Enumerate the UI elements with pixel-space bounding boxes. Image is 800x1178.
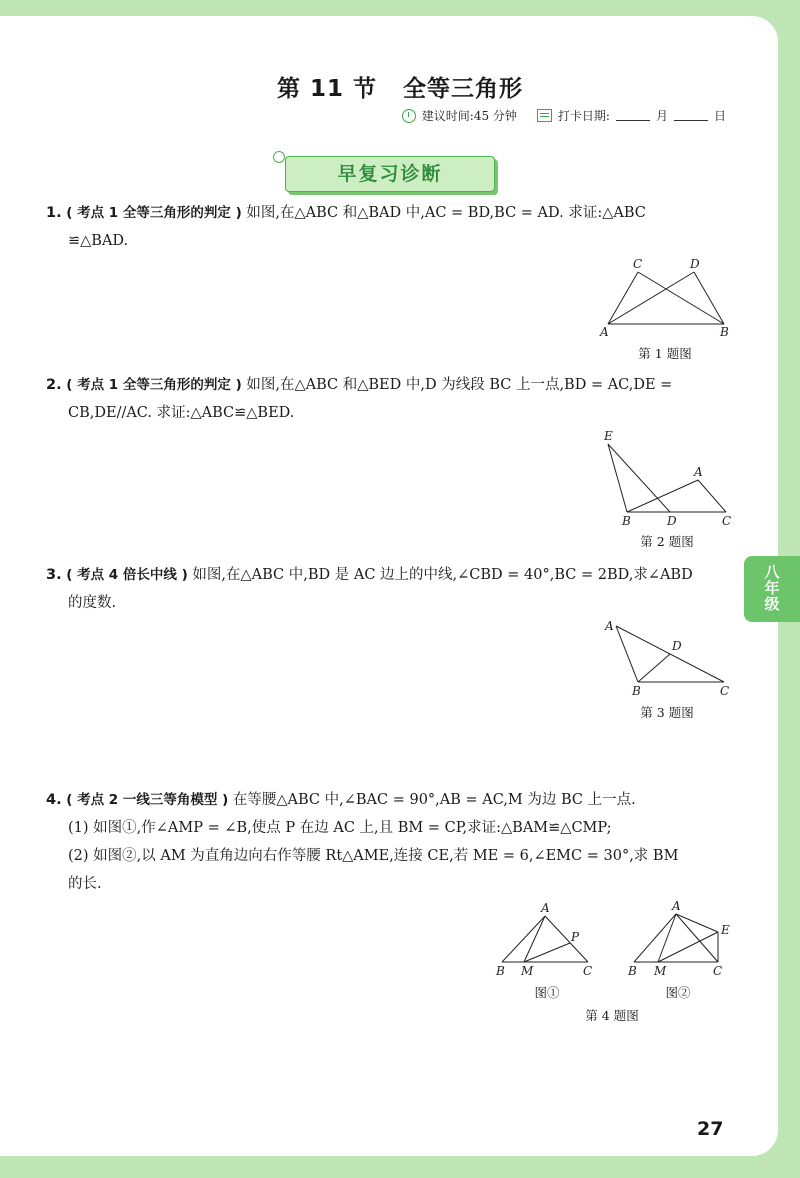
segment-ac <box>676 914 718 962</box>
figure-4-2-caption: 图② <box>665 985 691 1000</box>
question-part-2-cont: 的长. <box>68 876 102 892</box>
question-text-cont: 的度数. <box>68 595 117 611</box>
figure-1-svg <box>598 254 738 340</box>
question-number: 3. <box>46 567 62 583</box>
label-c: C <box>583 964 593 978</box>
label-d: D <box>667 514 677 528</box>
question-number: 2. <box>46 377 62 393</box>
figure-1 <box>598 254 738 340</box>
figure-4-1-svg <box>492 898 602 980</box>
page-title: 第 11 节 全等三角形 <box>276 76 524 102</box>
label-d: D <box>690 257 700 271</box>
label-b: B <box>622 514 631 528</box>
month-blank[interactable] <box>616 110 650 121</box>
label-b: B <box>628 964 637 978</box>
date-label: 打卡日期: <box>557 109 610 123</box>
label-a: A <box>605 619 614 633</box>
figure-3-caption: 第 3 题图 <box>640 705 694 720</box>
question-text: 如图,在△ABC 和△BED 中,D 为线段 BC 上一点,BD = AC,DE = <box>241 377 673 393</box>
figure-2-svg <box>600 428 740 530</box>
figure-4-1-caption: 图① <box>534 985 560 1000</box>
topic-tag: ( 考点 2 一线三等角模型 ) <box>66 792 229 808</box>
meta-info <box>402 107 726 124</box>
label-e: E <box>604 429 613 443</box>
topic-tag: ( 考点 1 全等三角形的判定 ) <box>66 377 242 393</box>
figure-4-1 <box>492 898 602 980</box>
banner-ring-icon <box>273 151 285 163</box>
figure-2 <box>600 428 740 530</box>
segment-bd <box>694 272 724 324</box>
day-label: 日 <box>713 109 726 123</box>
calendar-icon <box>537 109 552 122</box>
page-number: 27 <box>697 1118 724 1140</box>
label-c: C <box>722 514 732 528</box>
figure-4-2-svg <box>624 896 740 980</box>
segment-ac <box>608 272 638 324</box>
label-p: P <box>571 930 580 944</box>
question-2 <box>46 371 672 427</box>
segment-ab <box>616 626 638 682</box>
segment-bd <box>638 654 670 682</box>
section-banner: 早复习诊断 <box>285 156 495 192</box>
figure-3-svg <box>602 616 738 700</box>
label-b: B <box>632 684 641 698</box>
label-a: A <box>694 465 703 479</box>
question-text: 如图,在△ABC 和△BAD 中,AC = BD,BC = AD. 求证:△ABC <box>241 205 646 221</box>
label-c: C <box>713 964 723 978</box>
question-text-cont: ≌△BAD. <box>68 233 129 249</box>
label-m: M <box>521 964 534 978</box>
topic-tag: ( 考点 1 全等三角形的判定 ) <box>66 205 242 221</box>
label-b: B <box>496 964 505 978</box>
figure-2-caption: 第 2 题图 <box>640 534 694 549</box>
figure-1-caption: 第 1 题图 <box>638 346 692 361</box>
grade-tab-char: 年 <box>764 579 780 597</box>
segment-ac <box>545 916 588 962</box>
question-part-1: (1) 如图①,作∠AMP = ∠B,使点 P 在边 AC 上,且 BM = CP,求证:△BAM≌△CMP; <box>68 820 612 836</box>
question-text: 如图,在△ABC 中,BD 是 AC 边上的中线,∠CBD = 40°,BC = 2BD,求∠ABD <box>187 567 693 583</box>
segment-me <box>658 932 718 962</box>
figure-3 <box>602 616 738 700</box>
question-number: 4. <box>46 792 62 808</box>
figure-4-caption: 第 4 题图 <box>585 1008 639 1023</box>
label-a: A <box>541 901 550 915</box>
question-3 <box>46 561 693 617</box>
figure-4-2 <box>624 896 740 980</box>
label-a: A <box>600 325 609 339</box>
question-part-2: (2) 如图②,以 AM 为直角边向右作等腰 Rt△AME,连接 CE,若 ME = 6,∠EMC = 30°,求 BM <box>68 848 679 864</box>
label-m: M <box>654 964 667 978</box>
time-label: 建议时间:45 分钟 <box>421 109 517 123</box>
segment-ac <box>698 480 726 512</box>
question-text-cont: CB,DE//AC. 求证:△ABC≌△BED. <box>68 405 295 421</box>
label-b: B <box>720 325 729 339</box>
segment-ba <box>627 480 698 512</box>
label-c: C <box>633 257 643 271</box>
grade-tab-char: 八 <box>764 563 780 581</box>
month-label: 月 <box>655 109 668 123</box>
topic-tag: ( 考点 4 倍长中线 ) <box>66 567 188 583</box>
clock-icon <box>402 109 416 123</box>
segment-ae <box>676 914 718 932</box>
segment-ab <box>634 914 676 962</box>
grade-tab[interactable] <box>744 556 800 622</box>
question-text: 在等腰△ABC 中,∠BAC = 90°,AB = AC,M 为边 BC 上一点. <box>228 792 636 808</box>
question-number: 1. <box>46 205 62 221</box>
question-4 <box>46 786 678 898</box>
question-1 <box>46 199 646 255</box>
day-blank[interactable] <box>674 110 708 121</box>
segment-ab <box>502 916 545 962</box>
label-a: A <box>672 899 681 913</box>
label-c: C <box>720 684 730 698</box>
label-d: D <box>672 639 682 653</box>
grade-tab-char: 级 <box>764 595 780 613</box>
label-e: E <box>721 923 730 937</box>
